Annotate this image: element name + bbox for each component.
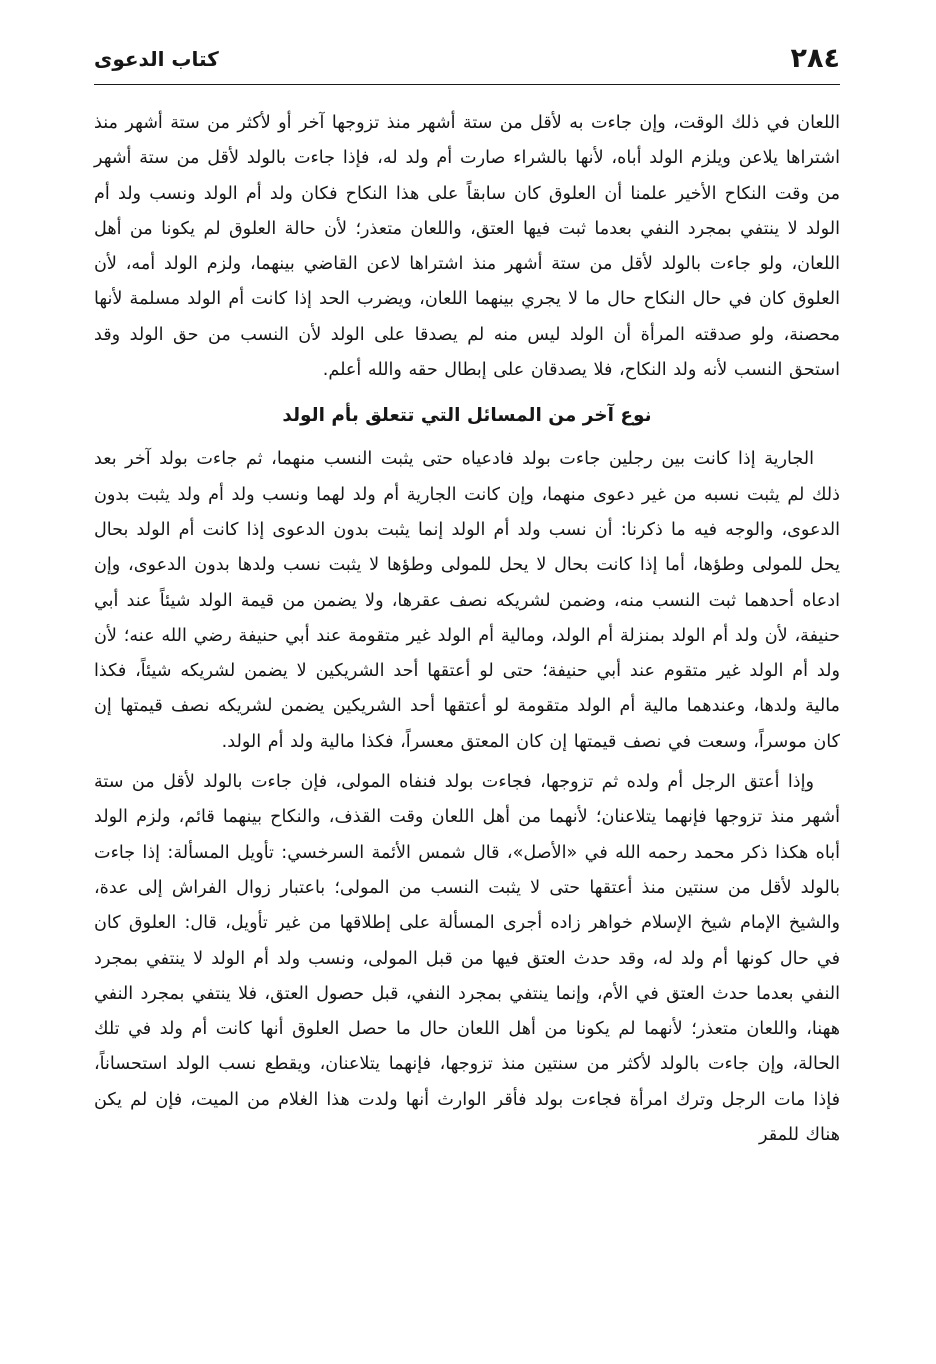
paragraph: اللعان في ذلك الوقت، وإن جاءت به لأقل من ستة أشهر منذ تزوجها آخر أو لأكثر من ستة أشهر منذ اشتراها يلاعن ويلزم الولد أباه، لأنها بالشراء صارت أم ولد له، فإذا جاءت بالولد لأقل من ستة أشهر من وقت النكاح الأخير علمنا أن العلوق كان سابقاً على هذا النكاح فكان ولد أم الولد ونسب ولد أم الولد لا ينتفي بمجرد النفي بعدما ثبت فيها العتق، واللعان متعذر؛ لأن حالة العلوق لم يكونا من أهل اللعان، ولو جاءت بالولد لأقل من ستة أشهر منذ اشتراها لاعن القاضي بينهما، ولزم الولد أمه، لأن العلوق كان في حال النكاح حال ما لا يجري بينهما اللعان، ويضرب الحد إذا كانت أم الولد مسلمة لأنها محصنة، ولو صدقته المرأة أن الولد ليس منه لم يصدقا على الولد لأن النسب من حق الولد وقد استحق النسب لأنه ولد النكاح، فلا يصدقان على إبطال حقه والله أعلم. <box>94 113 840 381</box>
paragraph: وإذا أعتق الرجل أم ولده ثم تزوجها، فجاءت بولد فنفاه المولى، فإن جاءت بالولد لأقل من ستة أشهر منذ تزوجها فإنهما يتلاعنان؛ لأنهما من أهل اللعان وقت القذف، والنكاح بينهما قائم، ولزم الولد أباه هكذا ذكر محمد رحمه الله في «الأصل»، قال شمس الأئمة السرخسي: تأويل المسألة: إذا جاءت بالولد لأقل من سنتين منذ أعتقها حتى لا يثبت النسب من المولى؛ باعتبار زوال الفراش إلى عدة، والشيخ الإمام شيخ الإسلام خواهر زاده أجرى المسألة على إطلاقها من غير تأويل، قال: العلوق كان في حال كونها أم ولد له، وقد حدث العتق فيها من قبل المولى، ونسب ولد أم الولد لا ينتفي بمجرد النفي بعدما حدث العتق في الأم، وإنما ينتفي بمجرد النفي، قبل حصول العتق، فلا ينتفي بمجرد النفي ههنا، واللعان متعذر؛ لأنهما لم يكونا من أهل اللعان حال ما حصل العلوق أنها كانت أم ولد في تلك الحالة، وإن جاءت بالولد لأكثر من سنتين منذ تزوجها، فإنهما يتلاعنان، ويقطع نسب الولد استحساناً، فإذا مات الرجل وترك امرأة فجاءت بولد فأقر الوارث أنها ولدت هذا الغلام من الميت، فإن لم يكن هناك للمقر <box>94 772 840 1146</box>
section-heading: نوع آخر من المسائل التي تتعلق بأم الولد <box>282 405 652 427</box>
book-title: كتاب الدعوى <box>94 47 219 71</box>
page-number: ٢٨٤ <box>790 43 840 74</box>
paragraph: الجارية إذا كانت بين رجلين جاءت بولد فادعياه حتى يثبت النسب منهما، ثم جاءت بولد آخر بعد ذلك لم يثبت نسبه من غير دعوى منهما، وإن كانت الجارية أم ولد لهما ونسب ولد أم ولد يثبت بدون الدعوى، والوجه فيه ما ذكرنا: أن نسب ولد أم الولد إنما يثبت بدون الدعوى إذا كانت أم الولد بحال يحل للمولى وطؤها، أما إذا كانت بحال لا يحل للمولى وطؤها لا يثبت نسب ولدها بدون الدعوى، وإن ادعاه أحدهما ثبت النسب منه، وضمن لشريكه نصف عقرها، ولا يضمن من قيمة الولد شيئاً عند أبي حنيفة، لأن ولد أم الولد بمنزلة أم الولد، ومالية أم الولد غير متقومة عند أبي حنيفة رضي الله عنه؛ لأن ولد أم الولد غير متقوم عند أبي حنيفة؛ حتى لو أعتقها أحد الشريكين لا يضمن لشريكه شيئاً، فكذا مالية ولدها، وعندهما مالية أم الولد متقومة لو أعتقها أحد الشريكين يضمن لشريكه نصف قيمتها إن كان موسراً، وسعت في نصف قيمتها إن كان المعتق معسراً، فكذا مالية ولد أم الولد. <box>94 449 840 752</box>
header-rule <box>94 84 840 85</box>
body-text <box>94 106 840 1153</box>
running-header <box>94 40 840 84</box>
